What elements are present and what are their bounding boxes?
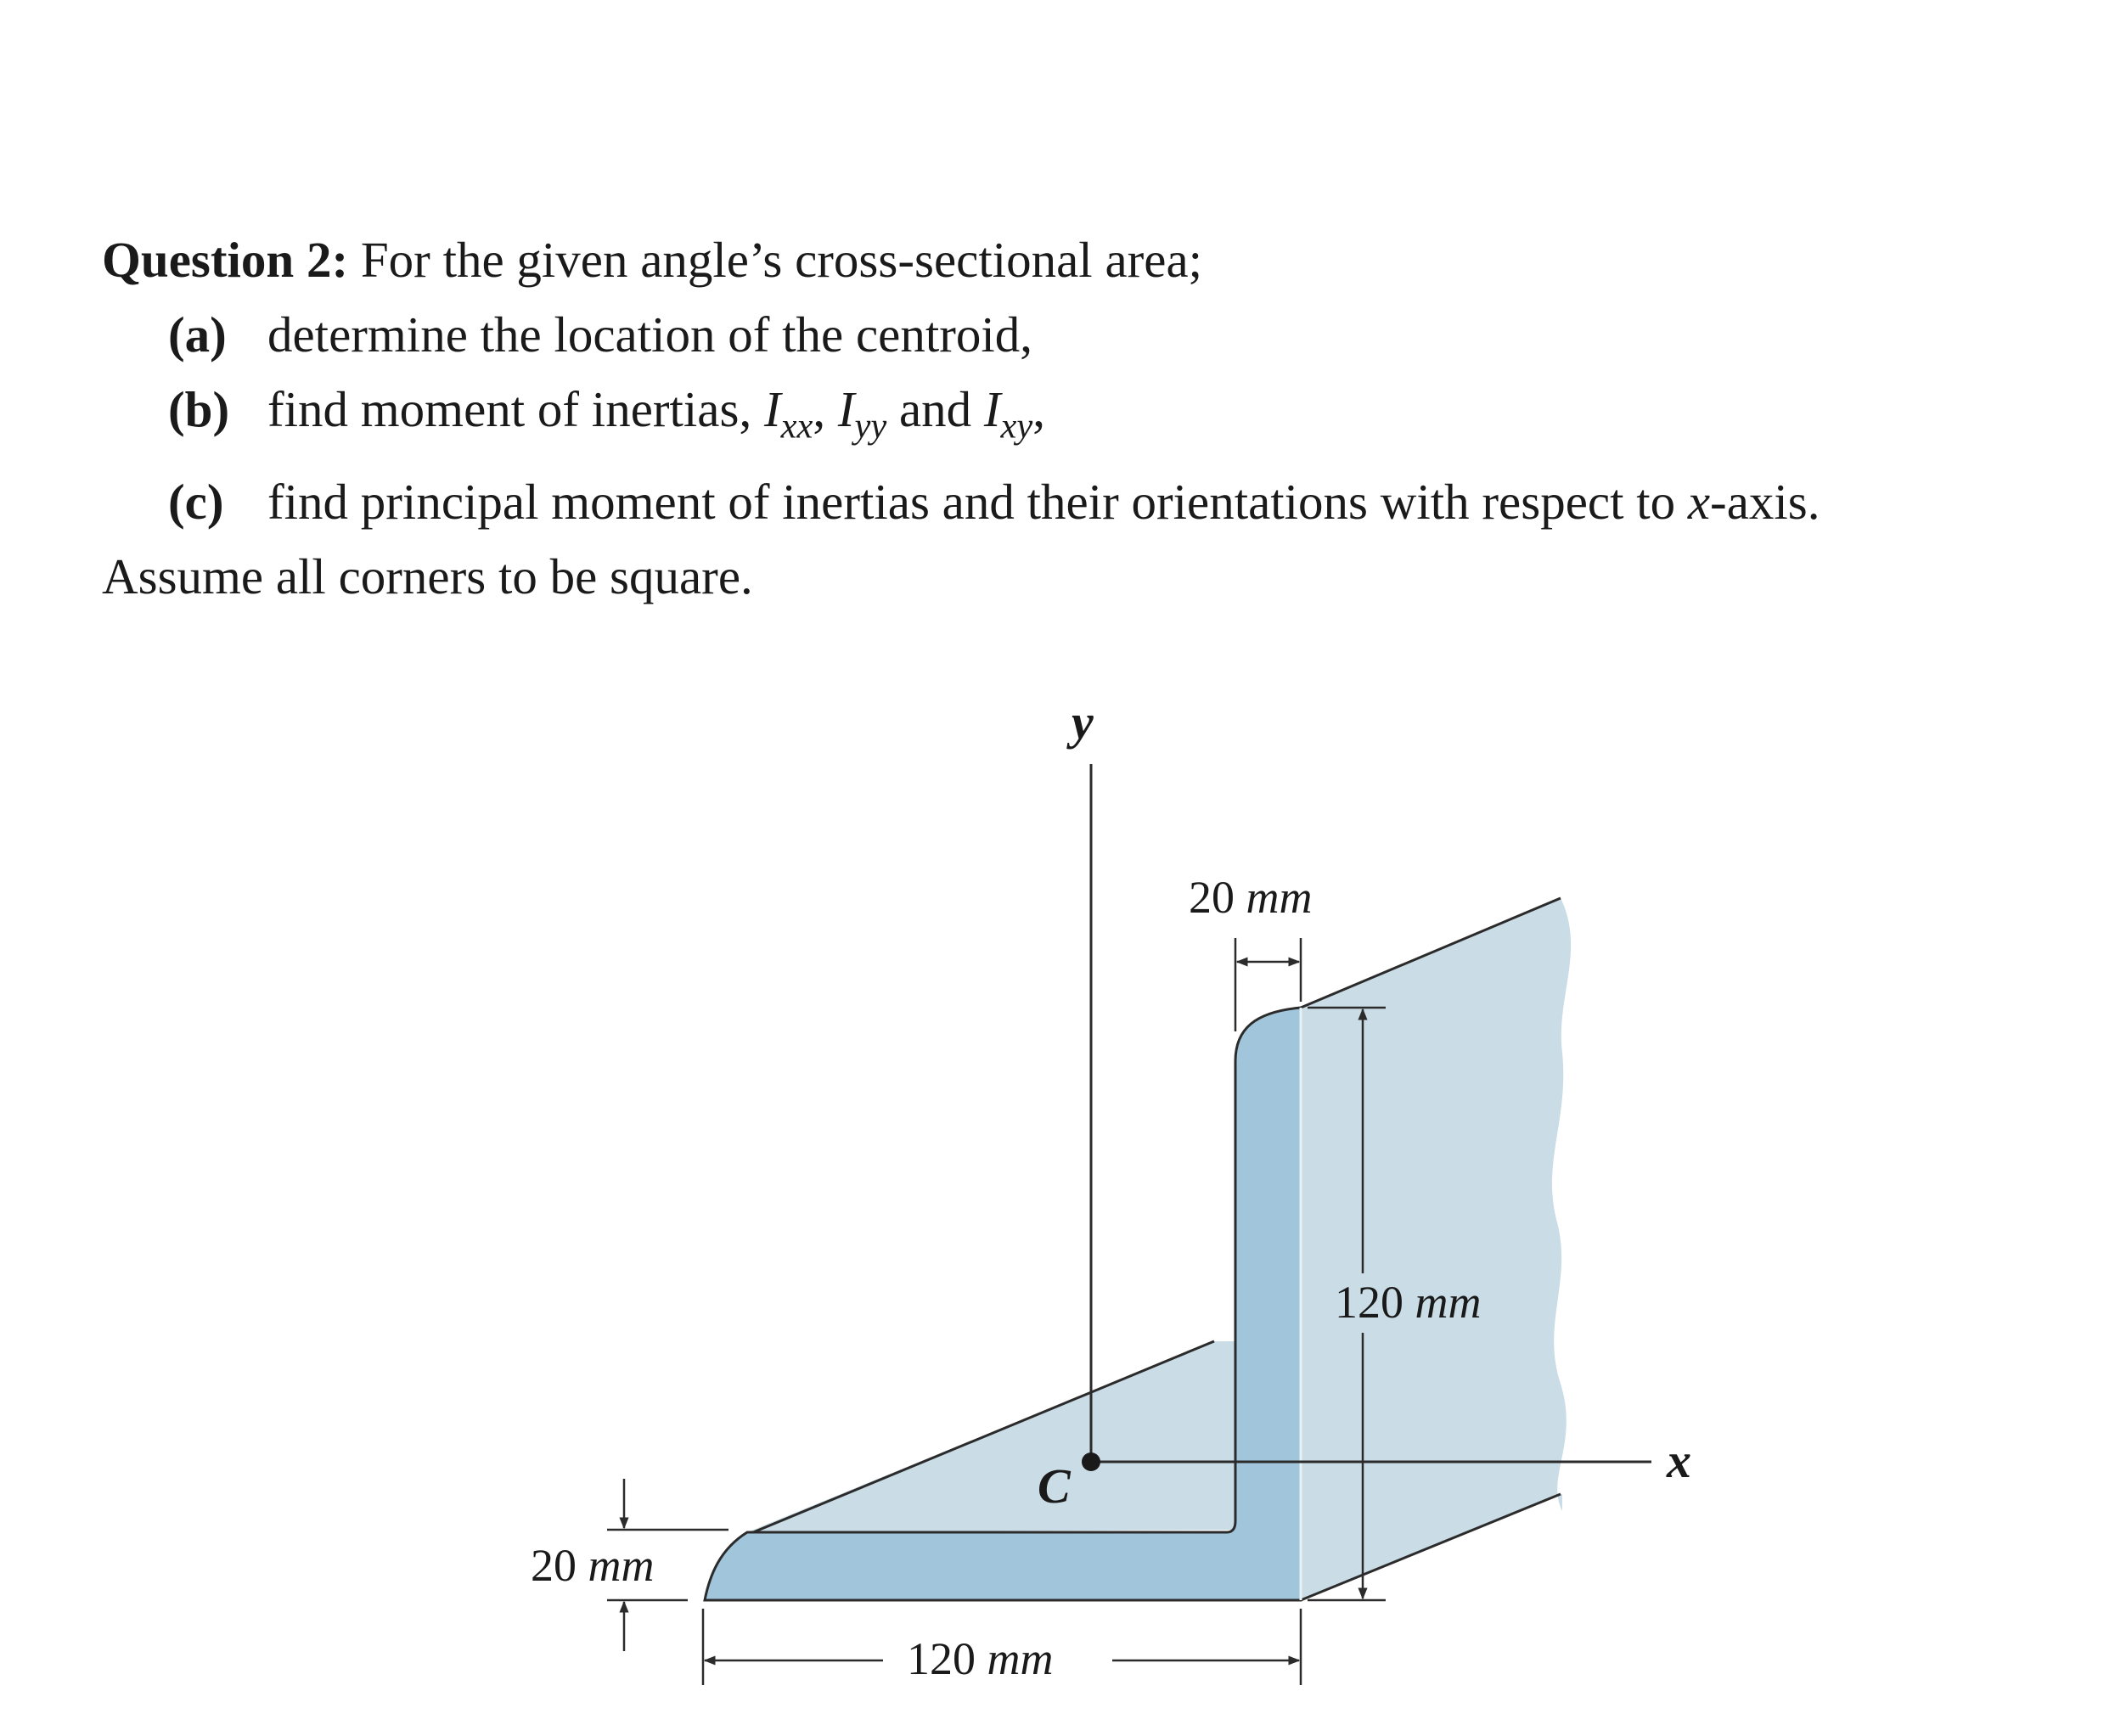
y-axis-label: y	[1072, 694, 1094, 750]
assumption-note: Assume all corners to be square.	[102, 548, 753, 604]
ixy-symbol: $I_{xy}$	[983, 381, 1033, 447]
part-b: (b) find moment of inertias, $I_{xx}$, $I_{yy}$ and $I_{xy}$,	[102, 372, 2097, 464]
dim-width-label: 120 mm	[907, 1633, 1054, 1684]
centroid-label: C	[1038, 1458, 1071, 1514]
vertical-leg-depth	[1301, 898, 1571, 1600]
question-intro: For the given angle’s cross-sectional area;	[348, 232, 1203, 288]
x-axis-symbol: x	[1687, 473, 1711, 530]
centroid-point	[1082, 1452, 1100, 1471]
dim-left-label: 20 mm	[531, 1540, 655, 1591]
part-c-label: (c)	[168, 473, 224, 530]
dim-top-label: 20 mm	[1189, 872, 1313, 923]
part-c-text: find principal moment of inertias and their orientations with respect to	[267, 473, 1688, 530]
question-number: Question 2:	[102, 232, 349, 288]
part-a-label: (a)	[168, 306, 227, 362]
part-b-text: find moment of inertias,	[267, 381, 764, 437]
x-axis-label: x	[1667, 1433, 1691, 1488]
iyy-symbol: $I_{yy}$	[837, 381, 887, 447]
part-a-text: determine the location of the centroid,	[267, 306, 1033, 362]
dim-height-label: 120 mm	[1335, 1277, 1482, 1328]
ixx-symbol: $I_{xx}$	[763, 381, 813, 447]
part-c: (c) find principal moment of inertias and their orientations with respect to x-axis.	[102, 464, 2097, 539]
part-b-label: (b)	[168, 381, 230, 437]
